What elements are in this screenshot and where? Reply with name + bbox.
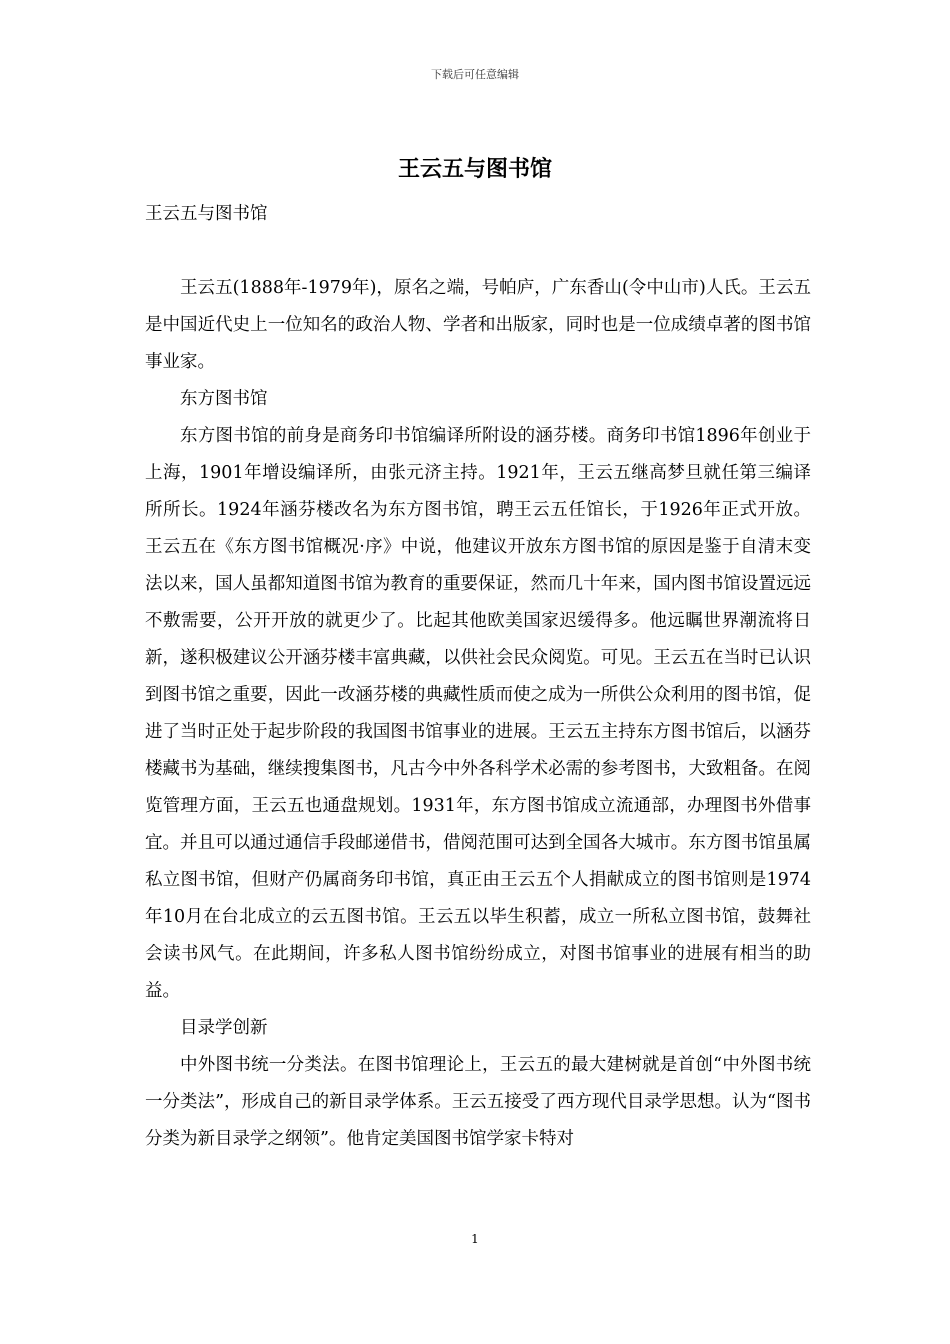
document-body: [145, 196, 811, 1158]
section-heading-east-library: 东方图书馆: [180, 389, 268, 409]
classification-paragraph: 中外图书统一分类法。在图书馆理论上，王云五的最大建树就是首创“中外图书统一分类法”，形成自己的新目录学体系。王云五接受了西方现代目录学思想。认为“图书分类为新目录学之纲领”。他肯定美国图书馆学家卡特对: [145, 1055, 811, 1149]
page-number: 1: [471, 1232, 479, 1246]
document-subtitle: 王云五与图书馆: [145, 204, 268, 224]
east-library-paragraph: 东方图书馆的前身是商务印书馆编译所附设的涵芬楼。商务印书馆1896年创业于上海，1901年增设编译所，由张元济主持。1921年，王云五继高梦旦就任第三编译所所长。1924年涵芬楼改名为东方图书馆，聘王云五任馆长，于1926年正式开放。王云五在《东方图书馆概况·序》中说，他建议开放东方图书馆的原因是鉴于自清末变法以来，国人虽都知道图书馆为教育的重要保证，然而几十年来，国内图书馆设置远远不敷需要，公开开放的就更少了。比起其他欧美国家迟缓得多。他远瞩世界潮流将日新，遂积极建议公开涵芬楼丰富典藏，以供社会民众阅览。可见。王云五在当时已认识到图书馆之重要，因此一改涵芬楼的典藏性质而使之成为一所供公众利用的图书馆，促进了当时正处于起步阶段的我国图书馆事业的进展。王云五主持东方图书馆后，以涵芬楼藏书为基础，继续搜集图书，凡古今中外各科学术必需的参考图书，大致粗备。在阅览管理方面，王云五也通盘规划。1931年，东方图书馆成立流通部，办理图书外借事宜。并且可以通过通信手段邮递借书，借阅范围可达到全国各大城市。东方图书馆虽属私立图书馆，但财产仍属商务印书馆，真正由王云五个人捐献成立的图书馆则是1974年10月在台北成立的云五图书馆。王云五以毕生积蓄，成立一所私立图书馆，鼓舞社会读书风气。在此期间，许多私人图书馆纷纷成立，对图书馆事业的进展有相当的助益。: [145, 426, 811, 1001]
header-note: 下载后可任意编辑: [431, 68, 519, 81]
document-title: 王云五与图书馆: [397, 157, 552, 182]
intro-paragraph: 王云五(1888年-1979年)，原名之端，号帕庐，广东香山(令中山市)人氏。王云五是中国近代史上一位知名的政治人物、学者和出版家，同时也是一位成绩卓著的图书馆事业家。: [145, 278, 811, 372]
section-heading-bibliography: 目录学创新: [180, 1018, 268, 1038]
